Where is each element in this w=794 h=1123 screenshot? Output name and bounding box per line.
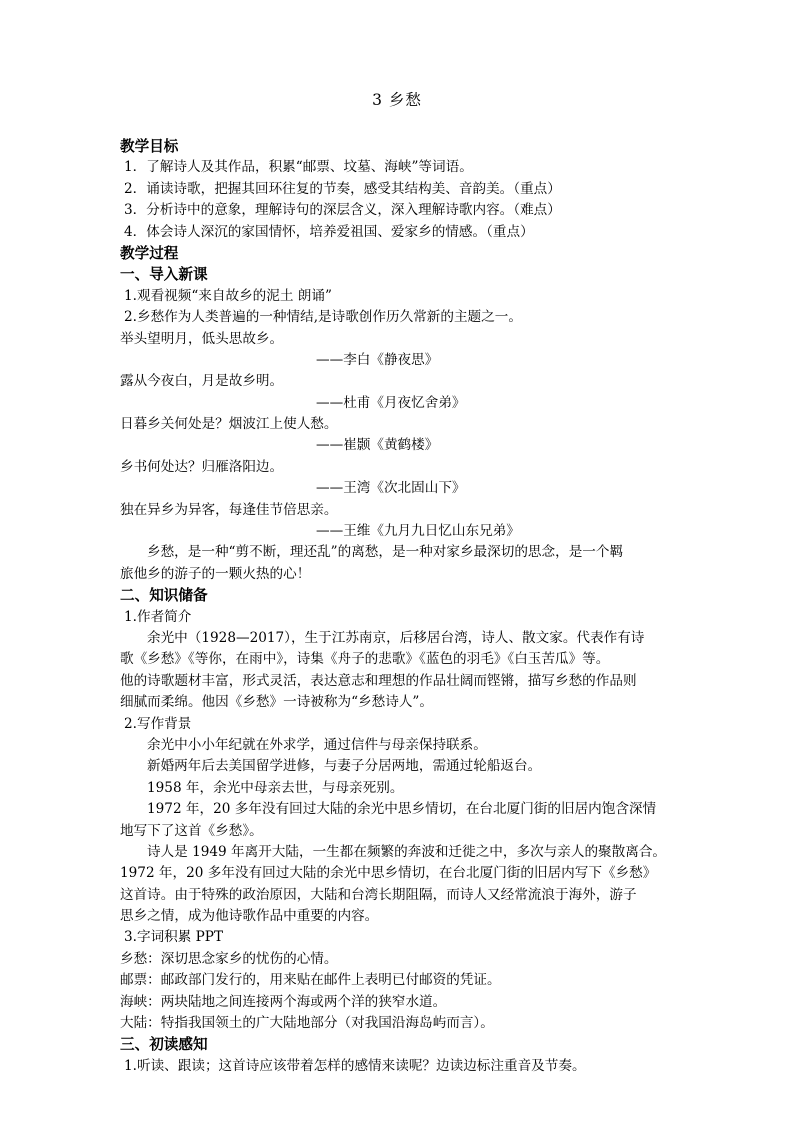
- summary-paragraph-cont: 旅他乡的游子的一颗火热的心！: [120, 565, 311, 582]
- background-paragraph-cont: 思乡之情，成为他诗歌作品中重要的内容。: [120, 908, 379, 925]
- objective-item: 4．体会诗人深沉的家国情怀，培养爱祖国、爱家乡的情感。（重点）: [124, 223, 534, 240]
- author-bio-line: 歌《乡愁》《等你，在雨中》，诗集《舟子的悲歌》《蓝色的羽毛》《白玉苦瓜》等。: [120, 651, 610, 668]
- vocab-item: 邮票：邮政部门发行的，用来贴在邮件上表明已付邮资的凭证。: [120, 972, 501, 989]
- background-paragraph: 新婚两年后去美国留学进修，与妻子分居两地，需通过轮船返台。: [147, 758, 542, 775]
- intro-step: 1.观看视频“来自故乡的泥土 朗诵”: [124, 287, 332, 304]
- background-paragraph-cont: 这首诗。由于特殊的政治原因，大陆和台湾长期阻隔，而诗人又经常流浪于海外，游子: [120, 886, 637, 903]
- poem-attribution: ——李白《静夜思》: [316, 351, 439, 368]
- section-heading: 一、导入新课: [120, 266, 208, 284]
- poem-line: 日暮乡关何处是？烟波江上使人愁。: [120, 416, 338, 433]
- poem-attribution: ——崔颢《黄鹤楼》: [316, 437, 439, 454]
- objective-item: 3．分析诗中的意象，理解诗句的深层含义，深入理解诗歌内容。（难点）: [124, 202, 561, 219]
- intro-step: 2.乡愁作为人类普遍的一种情结,是诗歌创作历久常新的主题之一。: [124, 309, 522, 326]
- poem-line: 独在异乡为异客，每逢佳节倍思亲。: [120, 501, 338, 518]
- background-paragraph: 诗人是 1949 年离开大陆，一生都在频繁的奔波和迁徙之中，多次与亲人的聚散离合。: [147, 843, 667, 860]
- process-heading: 教学过程: [120, 244, 179, 262]
- document-body: [120, 136, 670, 1077]
- vocab-item: 大陆：特指我国领土的广大陆地部分（对我国沿海岛屿而言）。: [120, 1015, 494, 1032]
- poem-attribution: ——杜甫《月夜忆舍弟》: [316, 394, 466, 411]
- objective-item: 2．诵读诗歌，把握其回环往复的节奏，感受其结构美、音韵美。（重点）: [124, 180, 561, 197]
- poem-attribution: ——王维《九月九日忆山东兄弟》: [316, 523, 520, 540]
- author-bio-line: 细腻而柔绵。他因《乡愁》一诗被称为“乡愁诗人”。: [120, 694, 433, 711]
- background-paragraph-cont: 1972 年，20 多年没有回过大陆的余光中思乡情切，在台北厦门街的旧居内写下《乡愁》: [120, 865, 657, 882]
- section-heading: 二、知识储备: [120, 587, 208, 605]
- objective-item: 1．了解诗人及其作品，积累“邮票、坟墓、海峡”等词语。: [124, 159, 473, 176]
- background-paragraph: 1958 年，余光中母亲去世，与母亲死别。: [147, 779, 404, 796]
- background-paragraph: 1972 年，20 多年没有回过大陆的余光中思乡情切，在台北厦门街的旧居内饱含深情: [147, 801, 657, 818]
- subsection-heading: 1.作者简介: [124, 608, 192, 625]
- author-bio-line: 余光中（1928—2017），生于江苏南京，后移居台湾，诗人、散文家。代表作有诗: [147, 629, 645, 646]
- author-bio-line: 他的诗歌题材丰富，形式灵活，表达意志和理想的作品壮阔而铿锵，描写乡愁的作品则: [120, 672, 637, 689]
- poem-attribution: ——王湾《次北固山下》: [316, 480, 466, 497]
- lesson-title: 3 乡愁: [372, 91, 422, 109]
- poem-line: 露从今夜白，月是故乡明。: [120, 373, 284, 390]
- subsection-heading: 3.字词积累 PPT: [124, 929, 224, 946]
- poem-line: 乡书何处达？归雁洛阳边。: [120, 458, 284, 475]
- vocab-item: 乡愁：深切思念家乡的忧伤的心情。: [120, 950, 338, 967]
- poem-line: 举头望明月，低头思故乡。: [120, 330, 284, 347]
- section-heading: 三、初读感知: [120, 1036, 208, 1054]
- objectives-heading: 教学目标: [120, 138, 179, 155]
- summary-paragraph: 乡愁，是一种“剪不断，理还乱”的离愁，是一种对家乡最深切的思念，是一个羁: [147, 544, 624, 561]
- reading-step: 1.听读、跟读；这首诗应该带着怎样的感情来读呢？边读边标注重音及节奏。: [124, 1057, 586, 1074]
- background-paragraph: 余光中小小年纪就在外求学，通过信件与母亲保持联系。: [147, 736, 487, 753]
- background-paragraph-cont: 地写下了这首《乡愁》。: [120, 822, 263, 839]
- subsection-heading: 2.写作背景: [124, 715, 192, 732]
- vocab-item: 海峡：两块陆地之间连接两个海或两个洋的狭窄水道。: [120, 993, 447, 1010]
